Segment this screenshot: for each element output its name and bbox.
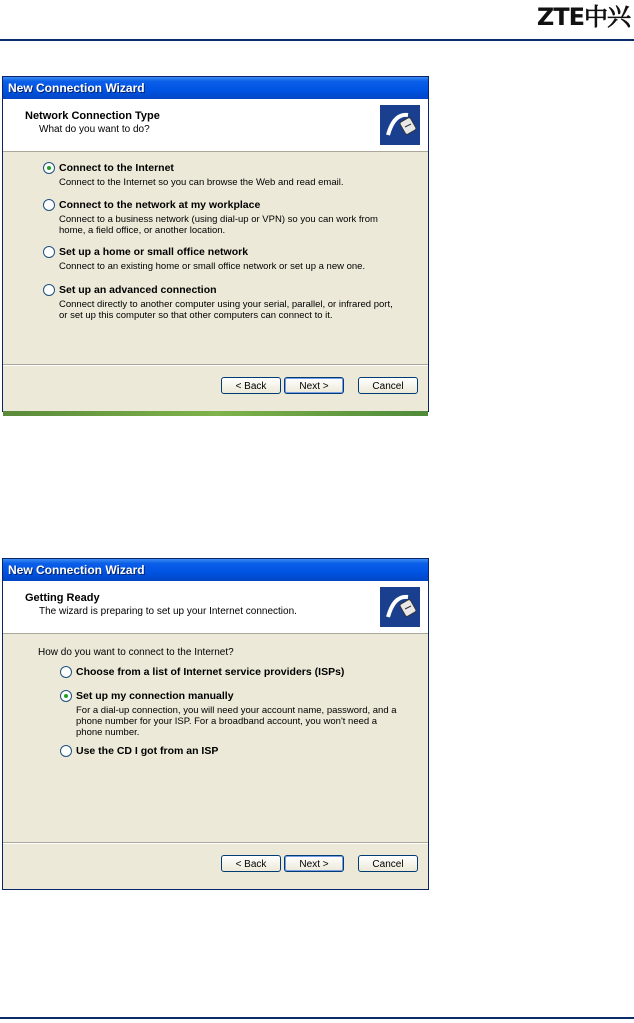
header-subtitle: What do you want to do? — [39, 124, 150, 135]
footer-rule — [0, 1017, 634, 1019]
cancel-button[interactable]: Cancel — [358, 377, 418, 394]
header-title: Getting Ready — [25, 592, 100, 604]
wizard-window-network-type — [2, 76, 429, 412]
option-advanced-connection[interactable] — [43, 284, 399, 321]
option-label[interactable]: Set up my connection manually — [76, 690, 234, 702]
option-connect-workplace[interactable] — [43, 199, 399, 236]
option-label[interactable]: Choose from a list of Internet service providers (ISPs) — [76, 666, 345, 678]
radio-button[interactable] — [43, 162, 55, 174]
header-subtitle: The wizard is preparing to set up your Internet connection. — [39, 606, 297, 617]
wizard-header — [3, 99, 428, 152]
back-button[interactable]: < Back — [221, 855, 281, 872]
radio-button[interactable] — [60, 666, 72, 678]
option-home-network[interactable] — [43, 246, 399, 272]
window-title[interactable]: New Connection Wizard — [3, 77, 428, 99]
window-title[interactable]: New Connection Wizard — [3, 559, 428, 581]
radio-button[interactable] — [43, 246, 55, 258]
next-button[interactable]: Next > — [284, 855, 344, 872]
option-description: Connect directly to another computer using your serial, parallel, or infrared port, or set up this computer so that other computers can connect to it. — [59, 299, 393, 321]
desktop-wallpaper-strip — [3, 411, 428, 416]
option-label[interactable]: Set up a home or small office network — [59, 246, 249, 258]
wizard-footer — [3, 364, 428, 411]
option-description: Connect to an existing home or small office network or set up a new one. — [59, 261, 366, 272]
wizard-footer — [3, 842, 428, 889]
option-description: For a dial-up connection, you will need your account name, password, and a phone number for your ISP. For a broadband account, you won't need a phone number. — [76, 705, 397, 738]
network-cable-icon — [380, 587, 420, 627]
back-button[interactable]: < Back — [221, 377, 281, 394]
wizard-window-getting-ready — [2, 558, 429, 890]
cancel-button[interactable]: Cancel — [358, 855, 418, 872]
option-setup-manually[interactable] — [60, 690, 406, 738]
connection-prompt: How do you want to connect to the Internet? — [38, 647, 234, 658]
next-button[interactable]: Next > — [284, 377, 344, 394]
header-rule — [0, 39, 634, 41]
radio-button[interactable] — [43, 284, 55, 296]
wizard-header — [3, 581, 428, 634]
radio-button[interactable] — [60, 745, 72, 757]
option-label[interactable]: Connect to the network at my workplace — [59, 199, 261, 211]
network-cable-icon — [380, 105, 420, 145]
radio-button[interactable] — [43, 199, 55, 211]
option-description: Connect to the Internet so you can browse the Web and read email. — [59, 177, 344, 188]
option-label[interactable]: Connect to the Internet — [59, 162, 174, 174]
option-connect-internet[interactable] — [43, 162, 399, 188]
option-label[interactable]: Set up an advanced connection — [59, 284, 217, 296]
option-choose-isp[interactable] — [60, 666, 344, 678]
header-title: Network Connection Type — [25, 110, 160, 122]
option-use-isp-cd[interactable] — [60, 745, 218, 757]
zte-logo: ZTE中兴 — [536, 3, 630, 31]
option-label[interactable]: Use the CD I got from an ISP — [76, 745, 219, 757]
option-description: Connect to a business network (using dial-up or VPN) so you can work from home, a field office, or another location. — [59, 214, 378, 236]
radio-button[interactable] — [60, 690, 72, 702]
